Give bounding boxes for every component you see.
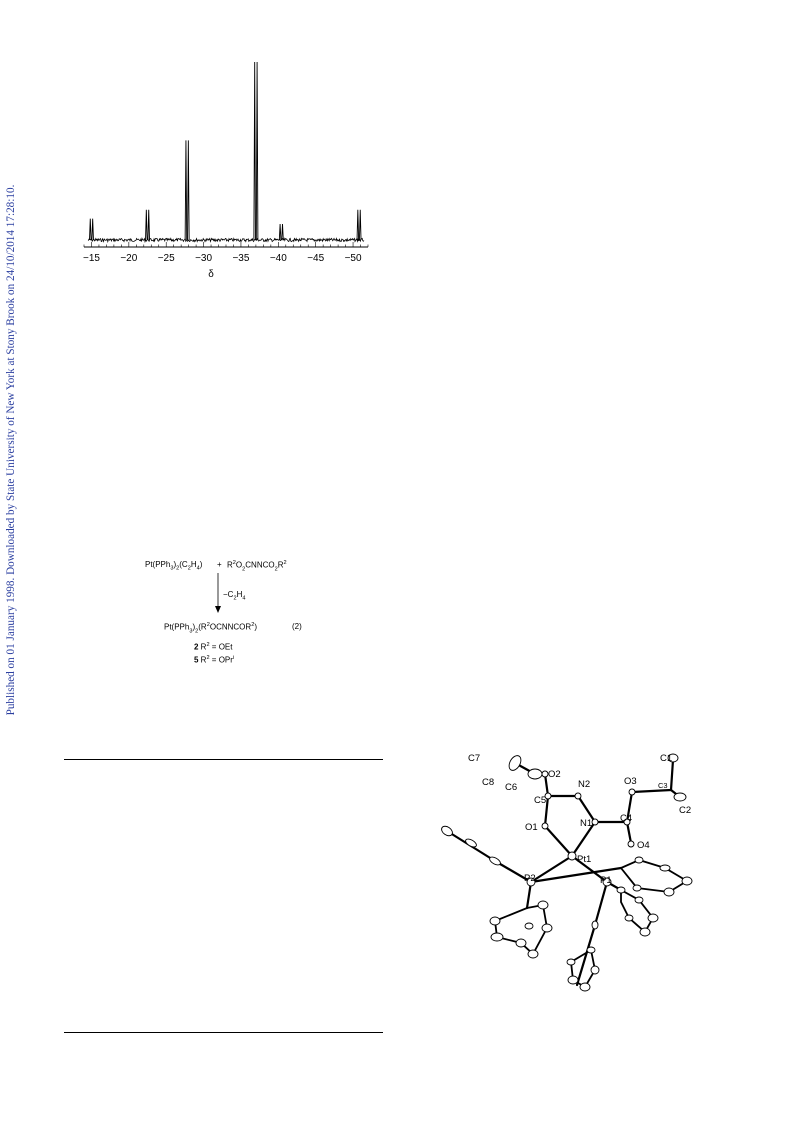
atom-label-c8: C8 bbox=[482, 777, 495, 788]
spectrum-trace bbox=[88, 238, 364, 241]
atom-label-c6: C6 bbox=[505, 782, 518, 793]
x-tick-label: −40 bbox=[269, 253, 287, 264]
compound-5: 5 $R^2 = OPr^i$ bbox=[194, 655, 235, 665]
spectrum-peak bbox=[188, 140, 190, 240]
spectrum-peak bbox=[256, 62, 258, 240]
x-tick-label: −50 bbox=[344, 253, 362, 264]
thermal-ellipsoids bbox=[440, 754, 692, 991]
spectrum-peak bbox=[89, 219, 91, 240]
atom-label-o1: O1 bbox=[525, 822, 538, 833]
reactant-a: $Pt(PPh_3)_2(C_2H_4)$ bbox=[145, 560, 203, 572]
atom-label-n1: N1 bbox=[580, 818, 593, 829]
x-axis-label: δ bbox=[208, 269, 214, 280]
x-tick-label: −20 bbox=[120, 253, 138, 264]
spectrum-peak bbox=[279, 224, 281, 240]
equation-number: (2) bbox=[292, 622, 302, 631]
peaks bbox=[89, 62, 361, 240]
x-tick-label: −45 bbox=[307, 253, 325, 264]
crystal-structure-figure bbox=[425, 740, 710, 1000]
table-rule-top bbox=[64, 759, 383, 760]
x-tick-label: −30 bbox=[195, 253, 213, 264]
atom-label-n2: N2 bbox=[578, 779, 591, 790]
reaction-arrow bbox=[213, 573, 223, 613]
atom-label-o2: O2 bbox=[548, 769, 561, 780]
bonds bbox=[447, 760, 680, 985]
reactant-b: $R^2O_2CNNCO_2R^2$ bbox=[227, 560, 287, 573]
spectrum-peak bbox=[254, 62, 256, 240]
spectrum-peak bbox=[282, 224, 284, 240]
product: $Pt(PPh_3)_2(R^2OCNNCOR^2)$ bbox=[164, 622, 257, 635]
atom-label-c7: C7 bbox=[468, 753, 481, 764]
nmr-spectrum-chart bbox=[70, 50, 380, 290]
atom-label-c1: C1 bbox=[660, 753, 673, 764]
table-rule-bottom bbox=[64, 1032, 383, 1033]
download-watermark bbox=[4, 184, 18, 716]
atom-label-c5: C5 bbox=[534, 795, 547, 806]
x-ticks bbox=[83, 242, 368, 264]
spectrum-peak bbox=[185, 140, 187, 240]
spectrum-peak bbox=[148, 210, 150, 240]
plus-sign: + bbox=[217, 560, 222, 569]
spectrum-peak bbox=[359, 210, 361, 240]
atom-label-p1: P1 bbox=[600, 875, 612, 886]
atom-label-c3: C3 bbox=[658, 781, 668, 790]
atom-label-o4: O4 bbox=[637, 840, 650, 851]
spectrum-peak bbox=[92, 219, 94, 240]
atom-label-o3: O3 bbox=[624, 776, 637, 787]
x-tick-label: −15 bbox=[82, 253, 100, 264]
x-tick-label: −25 bbox=[157, 253, 175, 264]
spectrum-peak bbox=[357, 210, 359, 240]
x-tick-label: −35 bbox=[232, 253, 250, 264]
atom-label-p2: P2 bbox=[524, 873, 536, 884]
atom-label-c4: C4 bbox=[620, 813, 633, 824]
atom-label-pt1: Pt1 bbox=[577, 854, 592, 865]
spectrum-peak bbox=[146, 210, 148, 240]
atom-label-c2: C2 bbox=[679, 805, 692, 816]
arrow-label: $-C_2H_4$ bbox=[223, 590, 246, 602]
compound-2: 2 $R^2$ = OEt bbox=[194, 642, 233, 652]
download-watermark-text: Published on 01 January 1998. Downloaded by State University of New York at Stony Brook on 24/10/2014 17:28:10. bbox=[5, 184, 17, 716]
